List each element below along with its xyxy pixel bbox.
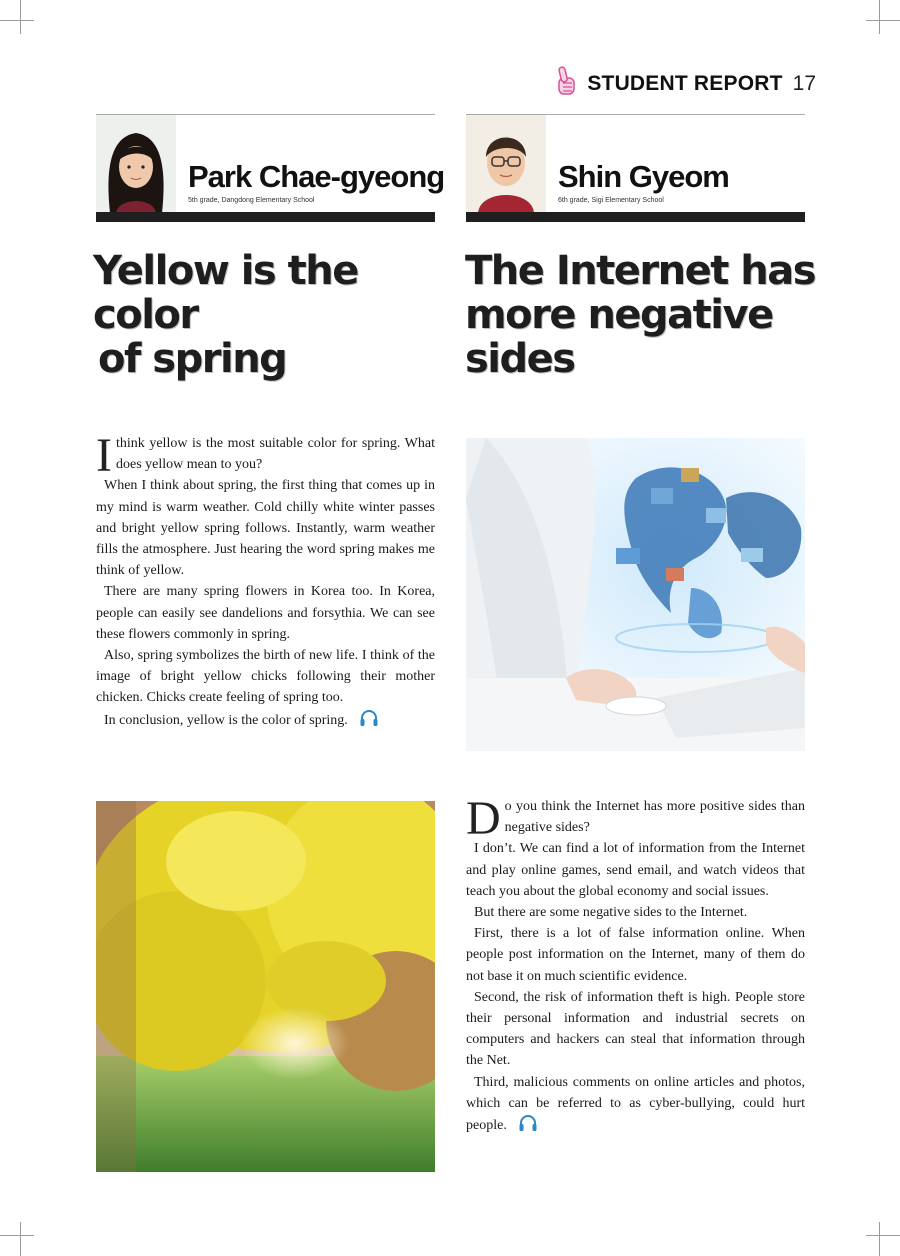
headline-line: more negative [465, 292, 773, 338]
article-right [466, 792, 805, 1139]
crop-mark [866, 1235, 900, 1236]
headline-line: sides [465, 336, 575, 382]
author-name: Shin Gyeom [558, 159, 729, 194]
crop-mark [20, 0, 21, 34]
crop-mark [20, 1222, 21, 1256]
paragraph: Also, spring symbolizes the birth of new life. I think of the image of bright yellow chicks following their mother chicken. Chicks create feeling of spring too. [96, 648, 435, 706]
page-number: 17 [792, 71, 816, 95]
crop-mark [0, 20, 34, 21]
paragraph: Second, the risk of information theft is high. People store their personal information and industrial secrets on computers and hackers can steal that information through the Net. [466, 989, 805, 1069]
headphones-icon [510, 1114, 538, 1139]
paragraph: When I think about spring, the first thing that comes up in my mind is warm weather. Cold chilly white winter passes and bright yellow spring follows. Instantly, warm weather fills the atmosphere. Just hearing the word spring makes me think of yellow. [96, 478, 435, 579]
crop-mark [0, 1235, 34, 1236]
headline-line: The Internet has [465, 248, 816, 294]
author-photo [466, 115, 546, 213]
internet-image [466, 438, 805, 751]
author-photo [96, 115, 176, 213]
headphones-icon [351, 709, 379, 734]
headline-right [465, 249, 825, 381]
crop-mark [866, 20, 900, 21]
section-title: STUDENT REPORT [587, 71, 783, 95]
paragraph: I don’t. We can find a lot of information from the Internet and play online games, send email, and watch videos that teach you about the global economy and social issues. [466, 841, 805, 899]
paragraph: But there are some negative sides to the Internet. [474, 905, 748, 921]
paragraph: First, there is a lot of false information online. When people post information on the Internet, many of them do not base it on much scientific evidence. [466, 926, 805, 984]
article-left [96, 429, 435, 734]
headline-left [93, 249, 463, 381]
headline-line: of spring [98, 336, 287, 382]
drop-cap: D [466, 792, 501, 845]
author-block-left [96, 114, 445, 222]
headline-line: Yellow is the color [93, 248, 358, 338]
author-block-right [466, 114, 805, 222]
crop-mark [879, 1222, 880, 1256]
drop-cap: I [96, 429, 112, 482]
pointing-hand-icon [555, 66, 579, 101]
crop-mark [879, 0, 880, 34]
author-school: 6th grade, Sigi Elementary School [558, 197, 664, 204]
forsythia-image [96, 801, 435, 1172]
paragraph: In conclusion, yellow is the color of spring. [96, 709, 435, 734]
paragraph: Do you think the Internet has more positive sides than negative sides? [466, 792, 805, 845]
page-header [555, 66, 816, 101]
paragraph: Ithink yellow is the most suitable color for spring. What does yellow mean to you? [96, 429, 435, 482]
author-bar [466, 212, 805, 222]
author-bar [96, 212, 435, 222]
paragraph: There are many spring flowers in Korea too. In Korea, people can easily see dandelions and forsythia. We can see these flowers commonly in spring. [96, 584, 435, 642]
author-name: Park Chae-gyeong [188, 159, 445, 194]
author-school: 5th grade, Dangdong Elementary School [188, 197, 315, 204]
paragraph: Third, malicious comments on online articles and photos, which can be referred to as cyber-bullying, could hurt people. [466, 1072, 805, 1140]
